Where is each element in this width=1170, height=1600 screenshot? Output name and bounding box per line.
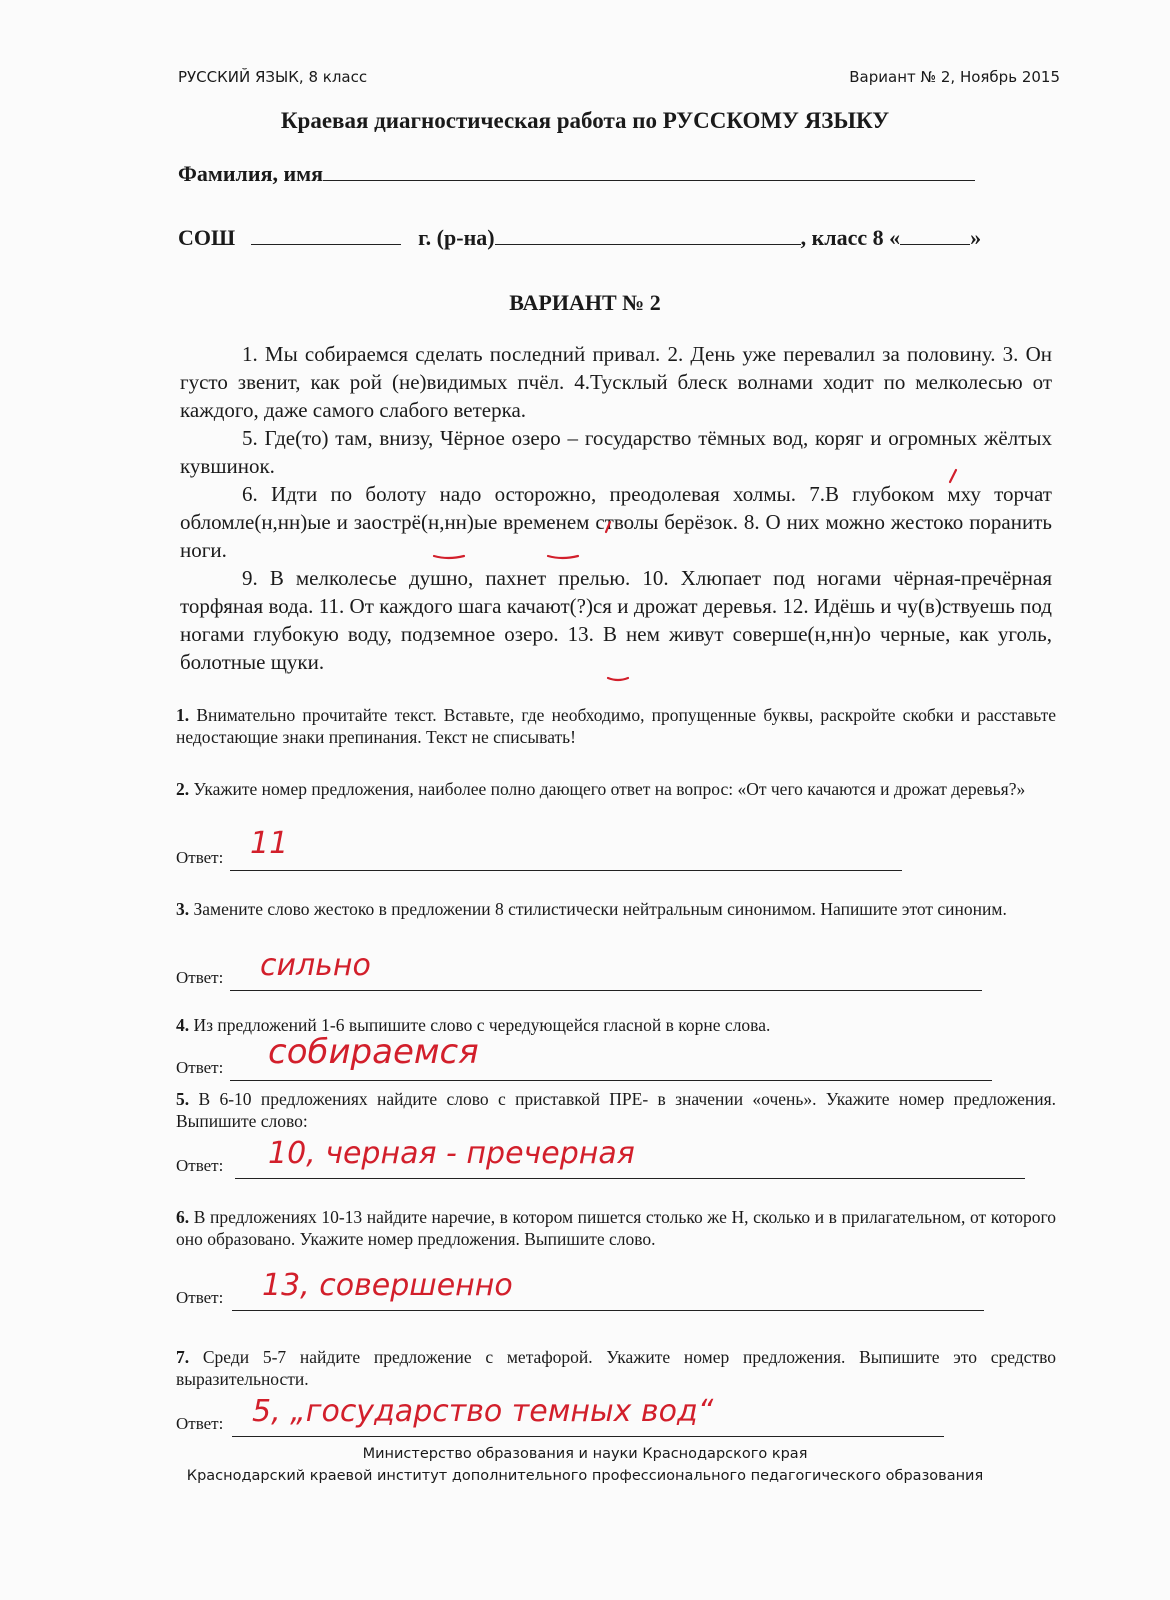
underline-mark <box>548 556 578 558</box>
answer-6: 13, совершенно <box>262 1268 513 1303</box>
task-number: 4. <box>176 1015 190 1035</box>
text-paragraph: 5. Где(то) там, внизу, Чёрное озеро – государство тёмных вод, коряг и огромных жёлтых кувшинок. <box>180 426 1052 478</box>
answer-5: 10, черная - пречерная <box>268 1136 635 1171</box>
task-text: Среди 5-7 найдите предложение с метафорой. Укажите номер предложения. Выпишите это средство выразительности. <box>176 1347 1056 1389</box>
page-title: Краевая диагностическая работа по РУССКОМУ ЯЗЫКУ <box>280 108 890 133</box>
answer-3: сильно <box>260 948 371 983</box>
variant-date-header: Вариант № 2, Ноябрь 2015 <box>849 68 1060 86</box>
underline-mark <box>608 678 628 680</box>
underline-mark <box>434 556 464 558</box>
task-text: В предложениях 10-13 найдите наречие, в котором пишется столько же Н, сколько и в прилагательном, от которого оно образовано. Укажите номер предложения. Выпишите слово. <box>176 1207 1057 1249</box>
task-text: Из предложений 1-6 выпишите слово с чередующейся гласной в корне слова. <box>193 1015 771 1035</box>
answer-4: собираемся <box>268 1032 479 1072</box>
class-close: » <box>970 225 982 250</box>
answer-label-2: Ответ: <box>176 848 224 867</box>
answer-label-7: Ответ: <box>176 1414 224 1433</box>
task-text: Внимательно прочитайте текст. Вставьте, где необходимо, пропущенные буквы, раскройте скобки и расставьте недостающие знаки препинания. Текст не списывать! <box>176 705 1057 747</box>
name-label: Фамилия, имя <box>178 161 324 186</box>
comma-mark <box>950 470 956 482</box>
answer-label-5: Ответ: <box>176 1156 224 1175</box>
subject-header: РУССКИЙ ЯЗЫК, 8 класс <box>178 68 368 86</box>
answer-label-3: Ответ: <box>176 968 224 987</box>
city-label: г. (р-на) <box>418 225 495 250</box>
task-number: 1. <box>176 705 190 725</box>
comma-mark <box>606 522 610 532</box>
school-label: СОШ <box>178 225 236 250</box>
task-number: 3. <box>176 899 190 919</box>
answer-label-4: Ответ: <box>176 1058 224 1077</box>
answer-2: 11 <box>250 826 289 861</box>
footer-institute: Краснодарский краевой институт дополнительного профессионального педагогического образования <box>186 1468 984 1484</box>
task-number: 6. <box>176 1207 190 1227</box>
answer-7: 5, „государство темных вод“ <box>252 1394 714 1429</box>
task-number: 7. <box>176 1347 190 1367</box>
text-paragraph: 1. Мы собираемся сделать последний привал. 2. День уже перевалил за половину. 3. Он густо звенит, как рой (не)видимых пчёл. 4.Тусклый блеск волнами ходит по мелколесью от каждого, даже самого слабого ветерка. <box>180 342 1052 422</box>
answer-label-6: Ответ: <box>176 1288 224 1307</box>
task-text: Замените слово жестоко в предложении 8 стилистически нейтральным синонимом. Напишите этот синоним. <box>193 899 1007 919</box>
text-paragraph: 6. Идти по болоту надо осторожно, преодолевая холмы. 7.В глубоком мху торчат обломле(н,нн)ые и заострё(н,нн)ые временем стволы берёзок. 8. О них можно жестоко поранить ноги. <box>180 482 1052 562</box>
variant-heading: ВАРИАНТ № 2 <box>509 290 661 315</box>
footer-ministry: Министерство образования и науки Краснодарского края <box>362 1446 808 1462</box>
text-paragraph: 9. В мелколесье душно, пахнет прелью. 10. Хлюпает под ногами чёрная-пречёрная торфяная вода. 11. От каждого шага качают(?)ся и дрожат деревья. 12. Идёшь и чу(в)ствуешь под ногами глубокую воду, подземное озеро. 13. В нем живут соверше(н,нн)о черные, как уголь, болотные щуки. <box>180 566 1052 674</box>
task-number: 2. <box>176 779 190 799</box>
task-number: 5. <box>176 1089 190 1109</box>
class-label: , класс 8 « <box>800 225 901 250</box>
task-text: В 6-10 предложениях найдите слово с приставкой ПРЕ- в значении «очень». Укажите номер предложения. Выпишите слово: <box>176 1089 1056 1131</box>
task-text: Укажите номер предложения, наиболее полно дающего ответ на вопрос: «От чего качаются и дрожат деревья?» <box>193 779 1026 799</box>
